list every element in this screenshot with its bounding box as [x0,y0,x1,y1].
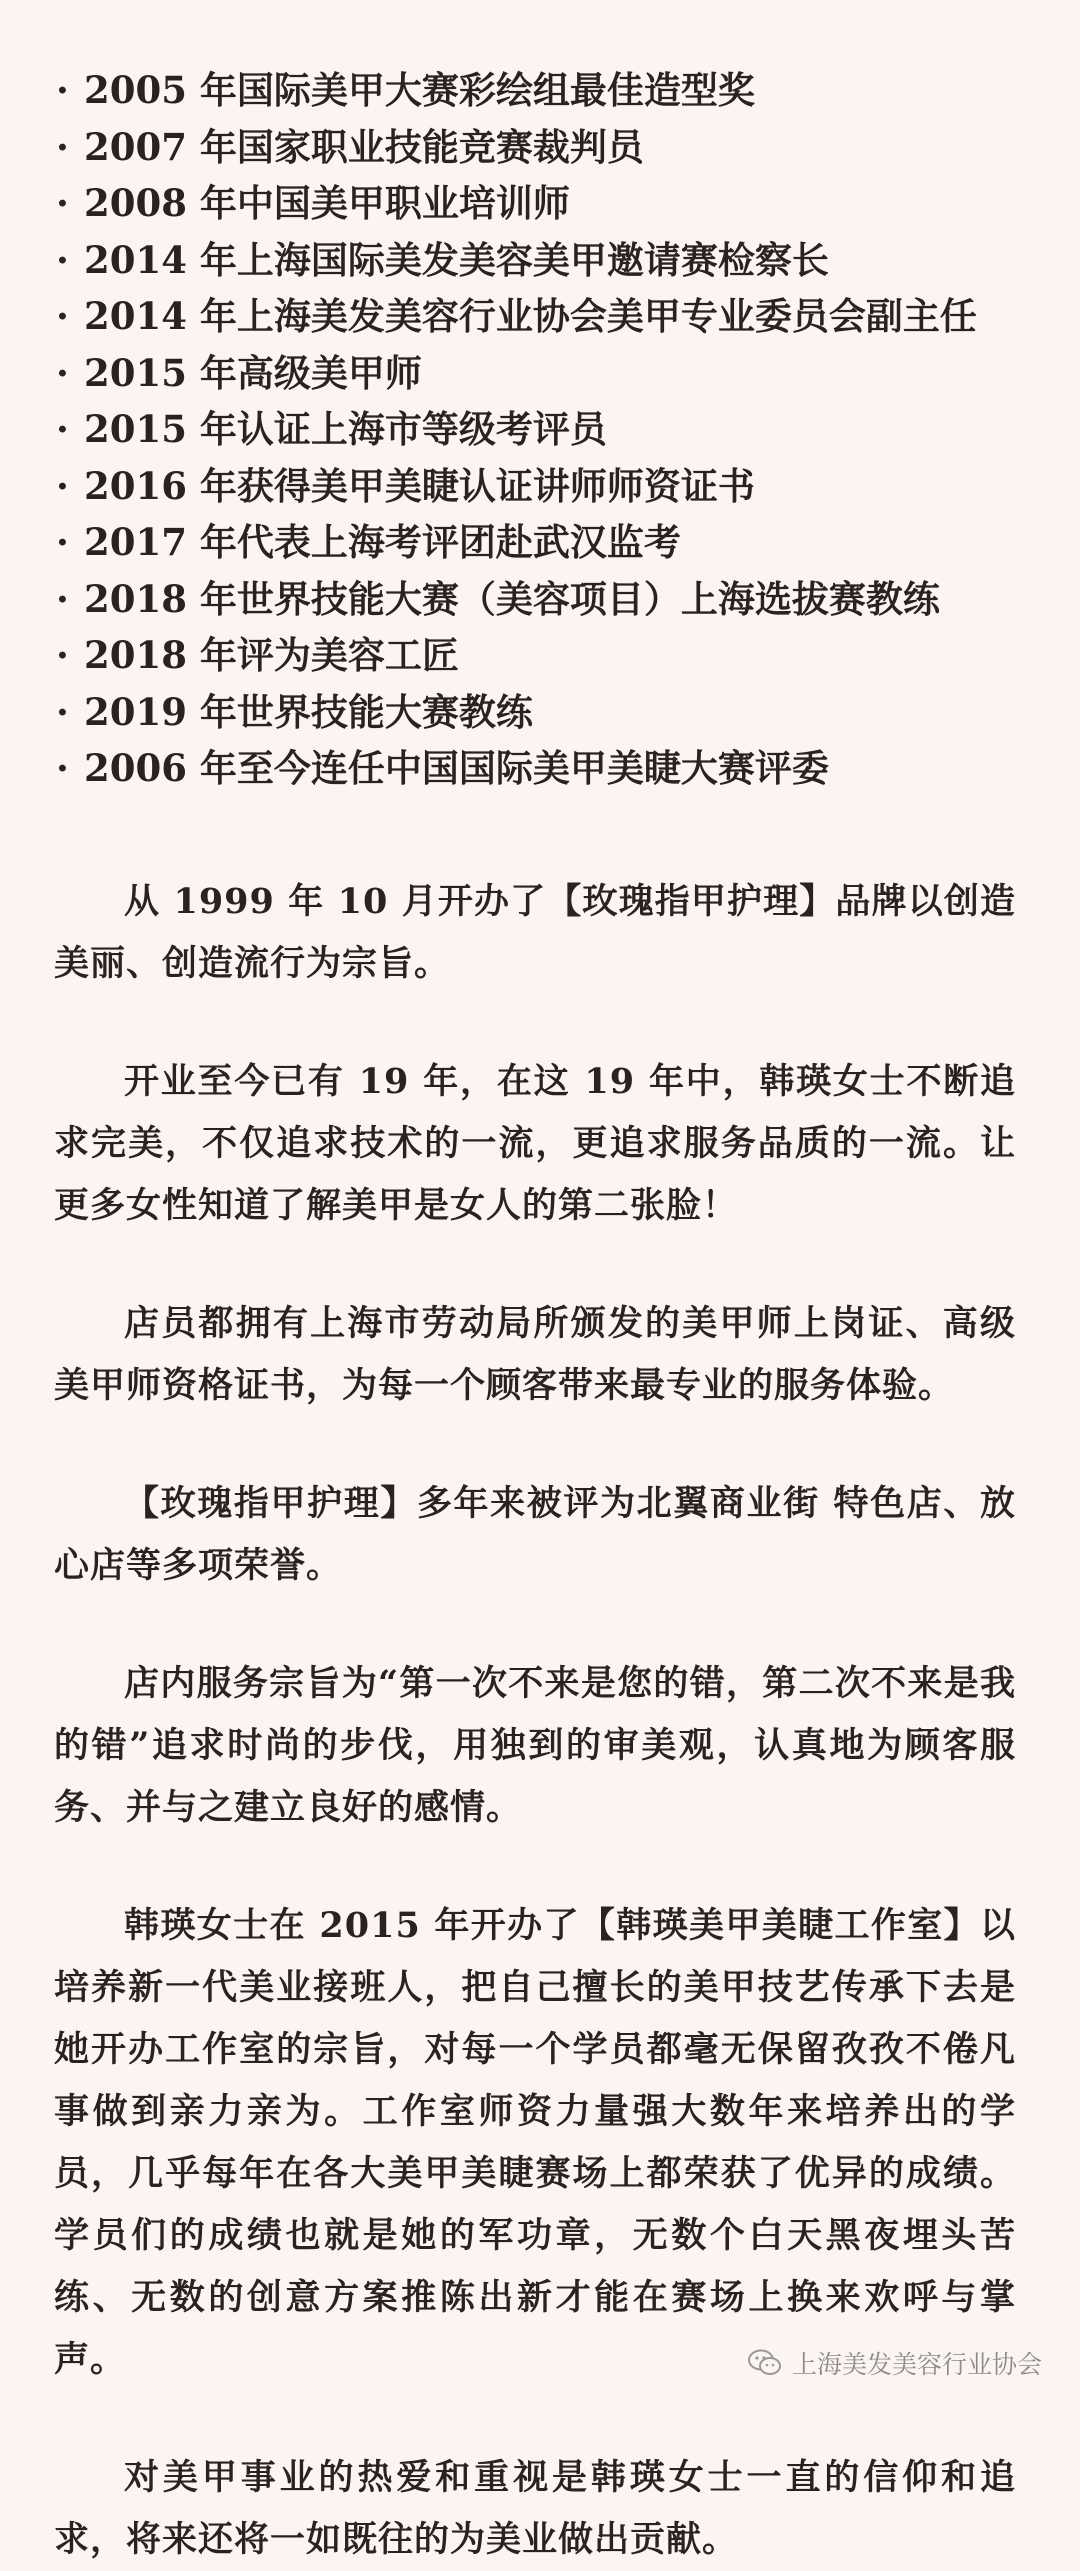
bullet-dot: · [56,407,69,451]
bullet-dot: · [56,520,69,564]
achievement-text: 2005 年国际美甲大赛彩绘组最佳造型奖 [84,68,755,112]
list-item [54,514,1026,571]
bullet-dot: · [56,689,69,734]
bullet-dot: · [56,350,69,395]
bullet-dot: · [56,633,69,677]
source-watermark [748,2345,1042,2381]
paragraph-history: 开业至今已有 19 年，在这 19 年中，韩瑛女士不断追求完美，不仅追求技术的一流，更追求服务品质的一流。让更多女性知道了解美甲是女人的第二张脸！ [54,1060,1016,1226]
achievement-text: 2016 年获得美甲美睫认证讲师师资证书 [84,463,755,508]
paragraph-closing: 对美甲事业的热爱和重视是韩瑛女士一直的信仰和追求，将来还将一如既往的为美业做出贡献。 [54,2456,1016,2560]
list-item [54,232,1026,289]
achievement-text: 2017 年代表上海考评团赴武汉监考 [84,520,681,564]
bullet-dot: · [56,237,69,282]
paragraph-staff: 店员都拥有上海市劳动局所颁发的美甲师上岗证、高级美甲师资格证书，为每一个顾客带来最专业的服务体验。 [54,1302,1016,1406]
list-item [54,119,1026,176]
list-item [54,627,1026,684]
paragraph-honors: 【玫瑰指甲护理】多年来被评为北翼商业街 特色店、放心店等多项荣誉。 [54,1482,1016,1586]
list-item [54,175,1026,232]
list-item [54,458,1026,515]
list-item [54,62,1026,119]
bullet-dot: · [56,576,69,621]
bullet-dot: · [56,294,69,338]
bullet-dot: · [56,181,69,225]
achievement-text: 2018 年世界技能大赛（美容项目）上海选拔赛教练 [84,576,940,621]
paragraph-founding: 从 1999 年 10 月开办了【玫瑰指甲护理】品牌以创造美丽、创造流行为宗旨。 [54,880,1016,984]
achievement-text: 2006 年至今连任中国国际美甲美睫大赛评委 [84,746,829,790]
list-item [54,684,1026,741]
list-item [54,345,1026,402]
list-item [54,401,1026,458]
achievement-text: 2019 年世界技能大赛教练 [84,689,533,734]
article-body [54,871,1026,2571]
achievement-text: 2015 年高级美甲师 [84,350,422,395]
source-label: 上海美发美容行业协会 [791,2350,1042,2379]
achievement-text: 2008 年中国美甲职业培训师 [84,181,570,225]
achievement-text: 2014 年上海美发美容行业协会美甲专业委员会副主任 [84,294,977,338]
bullet-dot: · [56,746,69,790]
achievement-text: 2007 年国家职业技能竞赛裁判员 [84,124,644,169]
paragraph-service: 店内服务宗旨为“第一次不来是您的错，第二次不来是我的错”追求时尚的步伐，用独到的审美观，认真地为顾客服务、并与之建立良好的感情。 [54,1662,1016,1828]
achievements-list [54,62,1026,797]
wechat-icon [748,2349,782,2377]
achievement-text: 2015 年认证上海市等级考评员 [84,407,607,451]
bullet-dot: · [56,68,69,112]
bullet-dot: · [56,124,69,169]
paragraph-studio: 韩瑛女士在 2015 年开办了【韩瑛美甲美睫工作室】以培养新一代美业接班人，把自己擅长的美甲技艺传承下去是她开办工作室的宗旨，对每一个学员都毫无保留孜孜不倦凡事做到亲力亲为。工作室师资力量强大数年来培养出的学员，几乎每年在各大美甲美睫赛场上都荣获了优异的成绩。学员们的成绩也就是她的军功章，无数个白天黑夜埋头苦练、无数的创意方案推陈出新才能在赛场上换来欢呼与掌声。 [54,1904,1016,2380]
bullet-dot: · [56,463,69,508]
list-item [54,288,1026,345]
achievement-text: 2014 年上海国际美发美容美甲邀请赛检察长 [84,237,829,282]
achievement-text: 2018 年评为美容工匠 [84,633,459,677]
list-item [54,740,1026,797]
list-item [54,571,1026,628]
